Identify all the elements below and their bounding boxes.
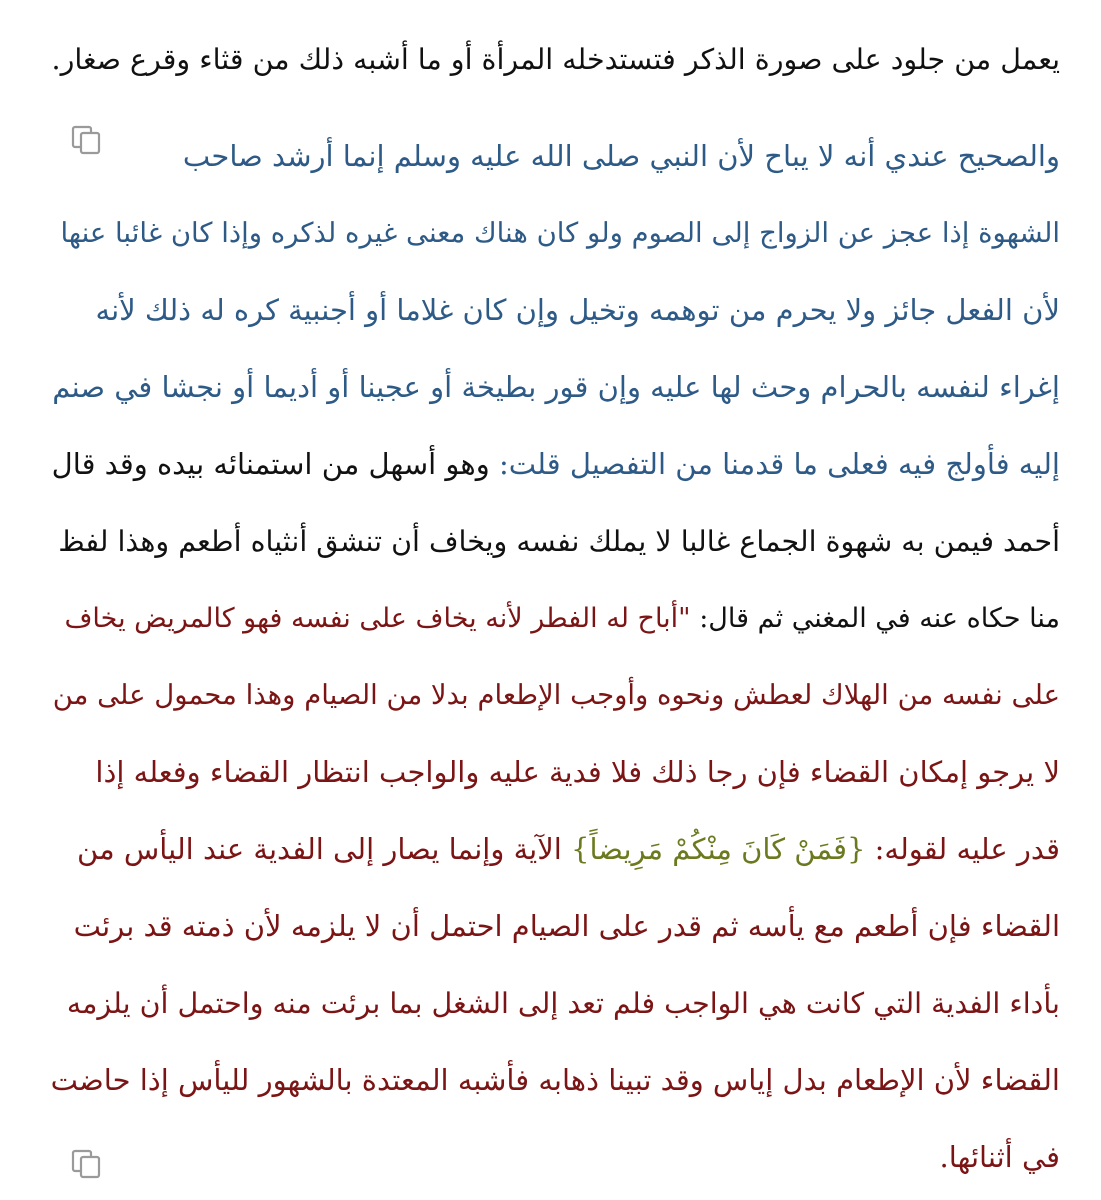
intro-line: يعمل من جلود على صورة الذكر فتستدخله المرأة أو ما أشبه ذلك من قثاء وقرع صغار. [51, 43, 1060, 76]
text-line: القضاء لأن الإطعام بدل إياس وقد تبينا ذهابه فأشبه المعتدة بالشهور لليأس إذا حاضت [50, 1063, 1060, 1097]
intro-paragraph [50, 21, 1060, 98]
cited-segment: "أباح له الفطر لأنه يخاف على نفسه فهو كالمريض يخاف [64, 603, 691, 634]
text-line: والصحيح عندي أنه لا يباح لأن النبي صلى الله عليه وسلم إنما أرشد صاحب [182, 139, 1060, 173]
text-line [50, 426, 1060, 503]
cited-segment: قدر عليه لقوله: [865, 832, 1060, 866]
text-line: في أثنائها. [939, 1140, 1060, 1174]
text-line: القضاء فإن أطعم مع يأسه ثم قدر على الصيام احتمل أن لا يلزمه لأن ذمته قد برئت [73, 909, 1060, 943]
copy-icon-svg [70, 1146, 104, 1180]
text-line: الشهوة إذا عجز عن الزواج إلى الصوم ولو كان هناك معنى غيره لذكره وإذا كان غائبا عنها [60, 217, 1060, 249]
text-line: أحمد فيمن به شهوة الجماع غالبا لا يملك نفسه ويخاف أن تنشق أنثياه أطعم وهذا لفظ [58, 525, 1060, 558]
quran-verse: {فَمَنْ كَانَ مِنْكُمْ مَرِيضاً} [571, 832, 866, 866]
main-paragraph [50, 118, 1060, 1196]
text-line [50, 811, 1060, 888]
text-line: لأن الفعل جائز ولا يحرم من توهمه وتخيل وإن كان غلاما أو أجنبية كره له ذلك لأنه [95, 293, 1060, 327]
text-line [50, 580, 1060, 657]
copy-icon[interactable] [70, 1146, 104, 1180]
text-line: لا يرجو إمكان القضاء فإن رجا ذلك فلا فدية عليه والواجب انتظار القضاء وفعله إذا [95, 755, 1060, 789]
body-segment: وهو أسهل من استمنائه بيده وقد قال [51, 447, 499, 481]
cited-segment: الآية وإنما يصار إلى الفدية عند اليأس من [77, 832, 572, 866]
body-segment: منا حكاه عنه في المغني ثم قال: [690, 603, 1060, 634]
quote-segment: إليه فأولج فيه فعلى ما قدمنا من التفصيل قلت: [498, 447, 1060, 481]
text-line: بأداء الفدية التي كانت هي الواجب فلم تعد إلى الشغل بما برئت منه واحتمل أن يلزمه [66, 987, 1060, 1020]
text-line: إغراء لنفسه بالحرام وحث لها عليه وإن قور بطيخة أو عجينا أو أديما أو نجشا في صنم [52, 370, 1060, 404]
text-line: على نفسه من الهلاك لعطش ونحوه وأوجب الإطعام بدلا من الصيام وهذا محمول على من [52, 679, 1060, 711]
